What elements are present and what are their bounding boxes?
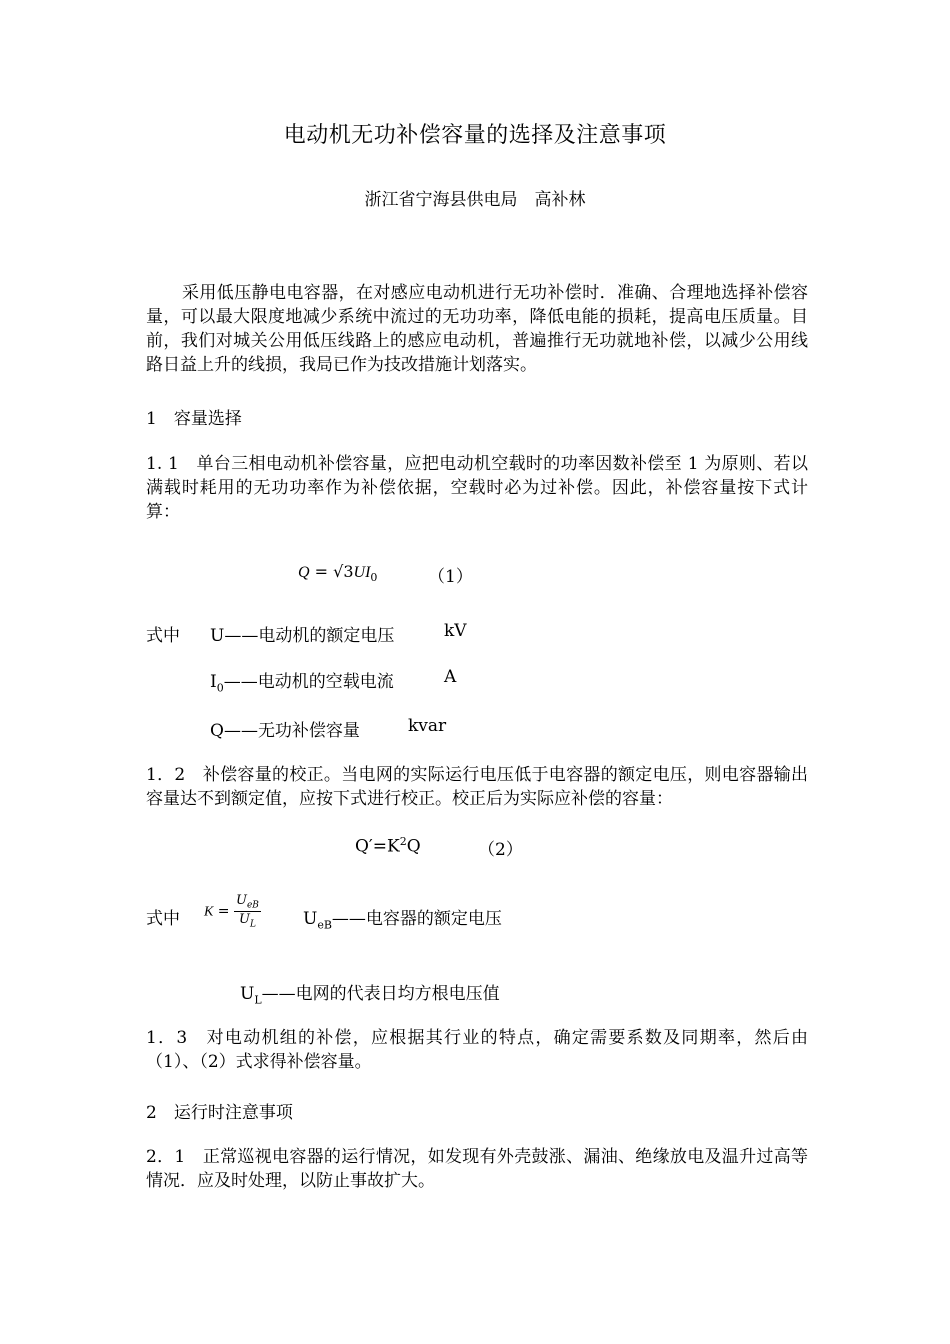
- definition-ueb-sub: eB: [317, 918, 332, 932]
- denominator-symbol: U: [238, 911, 250, 927]
- definition-ueb: [303, 904, 502, 931]
- definition-q-symbol: Q: [210, 721, 224, 741]
- document-title: 电动机无功补偿容量的选择及注意事项: [283, 123, 667, 148]
- formula-1: [298, 562, 377, 584]
- definition-u-unit: kV: [444, 621, 467, 641]
- author-line: 浙江省宁海县供电局 高补林: [364, 190, 586, 210]
- formula-1-eq: = √3: [309, 562, 354, 581]
- formula-2-number: （2）: [478, 840, 523, 860]
- formula-k-numerator: [234, 893, 261, 912]
- definition-i0-desc: ——电动机的空载电流: [223, 672, 394, 692]
- definition-i0-unit: A: [444, 667, 457, 687]
- paragraph-1-2: 1．2 补偿容量的校正。当电网的实际运行电压低于电容器的额定电压，则电容器输出容量达不到额定值，应按下式进行校正。校正后为实际应补偿的容量：: [146, 765, 808, 809]
- formula-1-lhs: Q: [298, 564, 310, 581]
- numerator-sub: eB: [246, 900, 259, 911]
- definition-ul: [240, 979, 500, 1006]
- definition-u: [210, 621, 394, 646]
- denominator-sub: L: [249, 919, 256, 930]
- formula-2-part-a: Q′=K: [355, 836, 400, 857]
- paragraph-1-1: 1. 1 单台三相电动机补偿容量，应把电动机空载时的功率因数补偿至 1 为原则、若以满载时耗用的无功功率作为补偿依据，空载时必为过补偿。因此，补偿容量按下式计算：: [146, 454, 808, 522]
- definition-i0: [210, 667, 394, 694]
- formula-k-denominator: [234, 912, 261, 930]
- paragraph-1-3: 1．3 对电动机组的补偿，应根据其行业的特点，确定需要系数及同期率，然后由（1）、（2）式求得补偿容量。: [146, 1028, 808, 1072]
- definition-u-symbol: U: [210, 626, 225, 646]
- paragraph-2-1: 2．1 正常巡视电容器的运行情况，如发现有外壳鼓涨、漏油、绝缘放电及温升过高等情况．应及时处理，以防止事故扩大。: [146, 1147, 808, 1191]
- formula-k-fraction: [234, 893, 261, 929]
- definition-q-desc: ——无功补偿容量: [223, 721, 360, 741]
- formula-k-symbol: K: [204, 904, 214, 920]
- definition-ueb-desc: ——电容器的额定电压: [331, 909, 502, 929]
- numerator-symbol: U: [235, 893, 247, 908]
- formula-1-u: U: [353, 564, 366, 581]
- definition-i0-sub: 0: [216, 681, 224, 695]
- formula-1-number: （1）: [428, 567, 473, 587]
- definition-ul-desc: ——电网的代表日均方根电压值: [261, 984, 500, 1004]
- formula-2: [355, 835, 421, 857]
- formula-k: [204, 893, 261, 929]
- definition-ul-symbol: U: [240, 984, 255, 1004]
- formula-1-i-sub: 0: [370, 571, 378, 585]
- where-label-2: 式中: [146, 909, 180, 929]
- formula-1-i: I: [365, 564, 371, 581]
- definition-ueb-symbol: U: [303, 909, 318, 929]
- intro-paragraph: 采用低压静电电容器，在对感应电动机进行无功补偿时．准确、合理地选择补偿容量，可以最大限度地减少系统中流过的无功功率，降低电能的损耗，提高电压质量。目前，我们对城关公用低压线路上的感应电动机，普遍推行无功就地补偿，以减少公用线路日益上升的线损，我局已作为技改措施计划落实。: [146, 283, 808, 375]
- definition-i0-symbol: I: [210, 672, 217, 692]
- definition-q: [210, 716, 360, 741]
- definition-ul-sub: L: [254, 993, 262, 1007]
- formula-k-eq: =: [213, 903, 234, 920]
- formula-2-part-b: Q: [406, 836, 421, 857]
- section-2-heading: 2 运行时注意事项: [146, 1103, 293, 1123]
- definition-q-unit: kvar: [408, 716, 447, 736]
- formula-2-sup: 2: [399, 835, 407, 848]
- section-1-heading: 1 容量选择: [146, 409, 242, 429]
- where-label-1: 式中: [146, 626, 180, 646]
- definition-u-desc: ——电动机的额定电压: [224, 626, 395, 646]
